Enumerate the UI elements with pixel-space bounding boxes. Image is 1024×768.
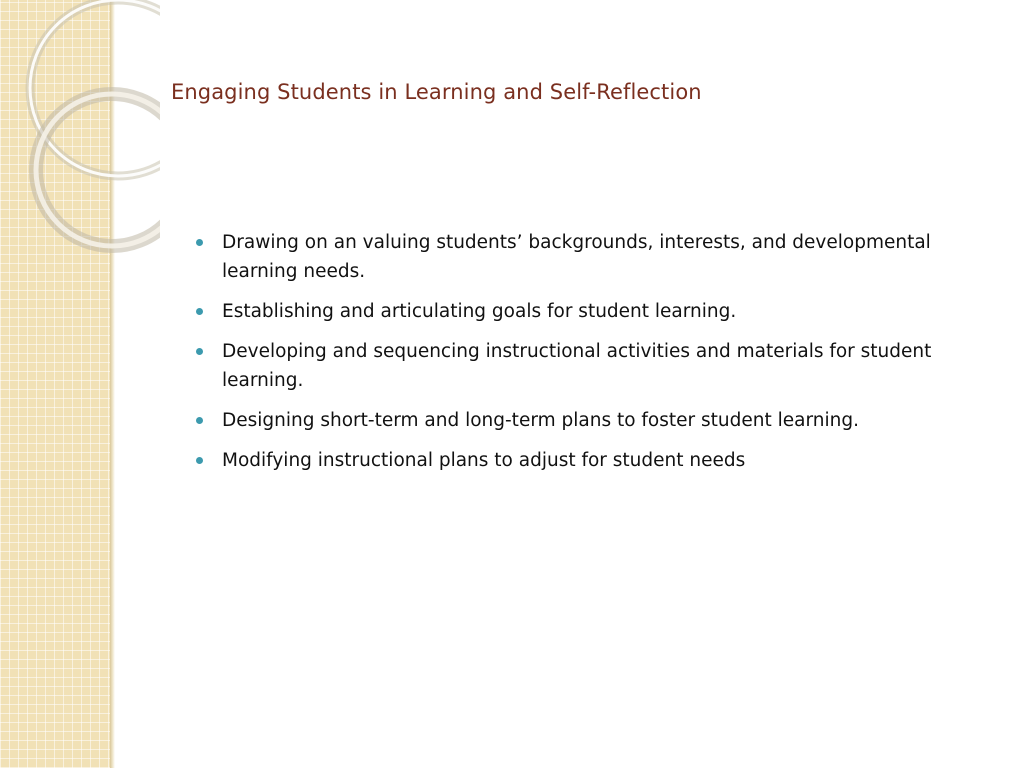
bullet-item bbox=[196, 406, 1008, 435]
bullet-list bbox=[196, 228, 1008, 486]
bullet-dot-icon bbox=[196, 239, 203, 246]
bullet-item bbox=[196, 228, 1008, 286]
bullet-text: Designing short-term and long-term plans to foster student learning. bbox=[222, 410, 859, 431]
bullet-item bbox=[196, 446, 1008, 475]
bullet-text: Modifying instructional plans to adjust for student needs bbox=[222, 450, 746, 471]
decorative-rings-icon bbox=[0, 0, 160, 260]
bullet-item bbox=[196, 337, 1008, 395]
bullet-text: Establishing and articulating goals for student learning. bbox=[222, 301, 737, 322]
slide-title: Engaging Students in Learning and Self-Reflection bbox=[171, 80, 702, 104]
bullet-dot-icon bbox=[196, 348, 203, 355]
bullet-dot-icon bbox=[196, 457, 203, 464]
bullet-text: Drawing on an valuing students’ backgrounds, interests, and developmental learning needs. bbox=[222, 232, 931, 282]
bullet-text: Developing and sequencing instructional activities and materials for student learning. bbox=[222, 341, 932, 391]
bullet-item bbox=[196, 297, 1008, 326]
bullet-dot-icon bbox=[196, 417, 203, 424]
bullet-dot-icon bbox=[196, 308, 203, 315]
